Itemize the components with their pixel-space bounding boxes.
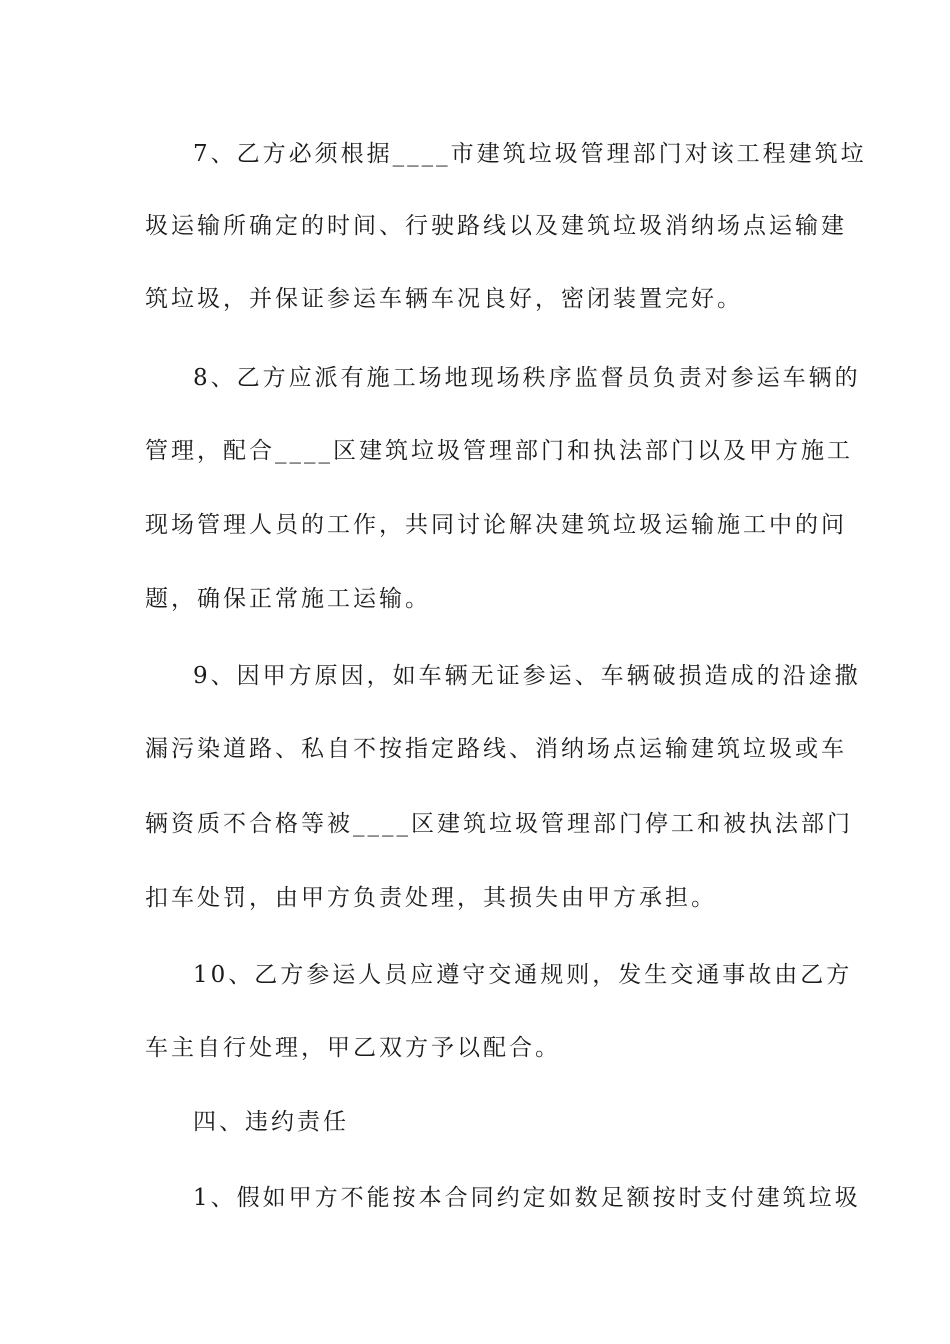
paragraph-7-line-1: 7、乙方必须根据____市建筑垃圾管理部门对该工程建筑垃 (193, 141, 867, 167)
paragraph-10-line-1: 10、乙方参运人员应遵守交通规则，发生交通事故由乙方 (193, 962, 853, 988)
breach-paragraph-1-line-1: 1、假如甲方不能按本合同约定如数足额按时支付建筑垃圾 (193, 1185, 861, 1211)
paragraph-9-line-3: 辆资质不合格等被____区建筑垃圾管理部门停工和被执法部门 (145, 811, 853, 837)
section-heading-breach: 四、违约责任 (193, 1109, 349, 1135)
paragraph-8-line-1: 8、乙方应派有施工场地现场秩序监督员负责对参运车辆的 (193, 365, 861, 391)
paragraph-8-line-3: 现场管理人员的工作，共同讨论解决建筑垃圾运输施工中的问 (145, 512, 847, 538)
paragraph-10-line-2: 车主自行处理，甲乙双方予以配合。 (145, 1035, 561, 1061)
paragraph-8-line-2: 管理，配合____区建筑垃圾管理部门和执法部门以及甲方施工 (145, 438, 853, 464)
paragraph-9-line-1: 9、因甲方原因，如车辆无证参运、车辆破损造成的沿途撒 (193, 663, 861, 689)
paragraph-9-line-4: 扣车处罚，由甲方负责处理，其损失由甲方承担。 (145, 885, 717, 911)
paragraph-8-line-4: 题，确保正常施工运输。 (145, 586, 431, 612)
paragraph-9-line-2: 漏污染道路、私自不按指定路线、消纳场点运输建筑垃圾或车 (145, 736, 847, 762)
paragraph-7-line-3: 筑垃圾，并保证参运车辆车况良好，密闭装置完好。 (145, 286, 743, 312)
paragraph-7-line-2: 圾运输所确定的时间、行驶路线以及建筑垃圾消纳场点运输建 (145, 213, 847, 239)
